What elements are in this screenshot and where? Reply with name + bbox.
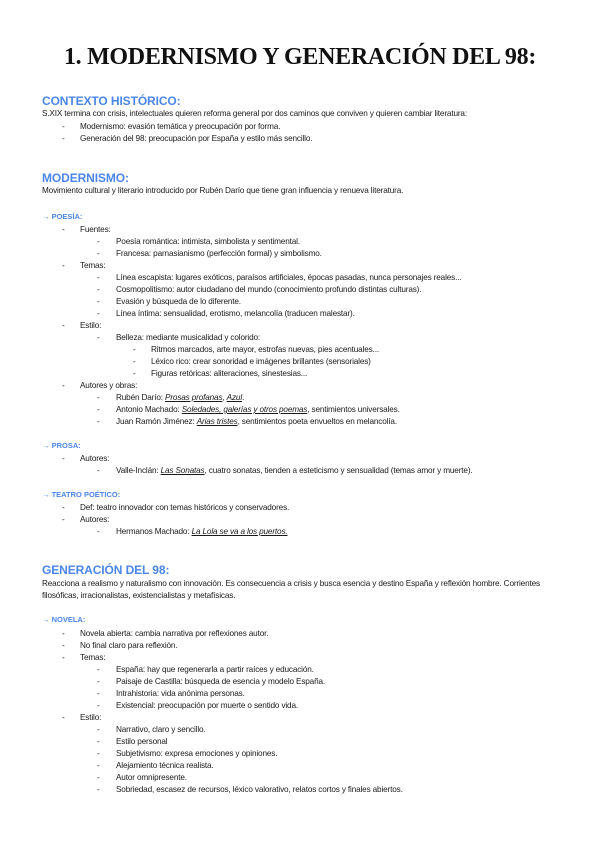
author-name: Antonio Machado: (116, 405, 182, 414)
list-item: Figuras retóricas: aliteraciones, sinestesias... (151, 369, 308, 378)
bullet-dash: - (97, 689, 100, 698)
bullet-dash: - (97, 773, 100, 782)
author-name: Hermanos Machado: (116, 527, 192, 536)
list-item: Cosmopolitismo: autor ciudadano del mundo (conocimiento profundo distintas culturas). (116, 285, 422, 294)
list-item-author (116, 465, 473, 476)
list-item-label: Estilo: (80, 713, 102, 722)
list-item: Francesa: parnasianismo (perfección formal) y simbolismo. (116, 249, 322, 258)
bullet-dash: - (62, 122, 65, 131)
generacion-intro: Reacciona a realismo y naturalismo con innovación. Es consecuencia a crisis y busca esencia y destino España y reflexión hombre. Corrientes filosóficas, irracionalistas, existencialistas y metafísicas. (42, 579, 540, 600)
bullet-dash: - (62, 261, 65, 270)
punctuation: . (241, 393, 245, 402)
subsection-heading-prosa: → PROSA: (42, 441, 81, 450)
list-item-label: Autores: (80, 454, 110, 463)
bullet-dash: - (97, 417, 100, 426)
list-item: Paisaje de Castilla: búsqueda de esencia y modelo España. (116, 677, 326, 686)
list-item: Existencial: preocupación por muerte o sentido vida. (116, 701, 298, 710)
bullet-dash: - (97, 466, 100, 475)
list-item-author (116, 392, 244, 403)
author-name: Rubén Darío: (116, 393, 166, 402)
list-item: Línea escapista: lugares exóticos, paraísos artificiales, épocas pasadas, nunca personajes reales... (116, 273, 462, 282)
list-item-label: Temas: (80, 261, 106, 270)
bullet-dash: - (97, 749, 100, 758)
bullet-dash: - (97, 677, 100, 686)
list-item: Narrativo, claro y sencillo. (116, 725, 206, 734)
subsection-heading-teatro: → TEATRO POÉTICO: (42, 490, 121, 499)
bullet-dash: - (97, 333, 100, 342)
author-description: , sentimientos poeta envueltos en melancolía. (237, 417, 397, 426)
list-item: Alejamiento técnica realista. (116, 761, 214, 770)
bullet-dash: - (97, 785, 100, 794)
author-name: Juan Ramón Jiménez: (116, 417, 197, 426)
bullet-dash: - (97, 273, 100, 282)
list-item-label: Estilo: (80, 321, 102, 330)
bullet-dash: - (133, 345, 136, 354)
list-item: Evasión y búsqueda de lo diferente. (116, 297, 241, 306)
bullet-dash: - (62, 641, 65, 650)
author-description: , cuatro sonatas, tienden a esteticismo y sensualidad (temas amor y muerte). (204, 466, 473, 475)
bullet-dash: - (62, 515, 65, 524)
bullet-dash: - (97, 761, 100, 770)
list-item: Ritmos marcados, arte mayor, estrofas nuevas, pies acentuales... (151, 345, 379, 354)
bullet-dash: - (133, 369, 136, 378)
section-heading-contexto: CONTEXTO HISTÓRICO: (42, 94, 181, 108)
bullet-dash: - (62, 503, 65, 512)
bullet-dash: - (62, 381, 65, 390)
list-item: Modernismo: evasión temática y preocupación por forma. (80, 122, 281, 131)
list-item: Autor omnipresente. (116, 773, 187, 782)
list-item: Belleza: mediante musicalidad y colorido: (116, 333, 261, 342)
author-description: , sentimientos universales. (307, 405, 400, 414)
list-item: Novela abierta: cambia narrativa por reflexiones autor. (80, 629, 269, 638)
bullet-dash: - (97, 737, 100, 746)
list-item: Poesía romántica: intimista, simbolista y sentimental. (116, 237, 300, 246)
work-title: Las Sonatas (160, 466, 205, 475)
bullet-dash: - (97, 237, 100, 246)
list-item: Intrahistoria: vida anónima personas. (116, 689, 245, 698)
list-item-label: Fuentes: (80, 225, 111, 234)
bullet-dash: - (62, 653, 65, 662)
subsection-heading-novela: → NOVELA: (42, 615, 86, 624)
section-heading-modernismo: MODERNISMO: (42, 171, 129, 185)
author-name: Valle-Inclán: (116, 466, 161, 475)
page-title: 1. MODERNISMO Y GENERACIÓN DEL 98: (63, 44, 537, 70)
list-item: Def: teatro innovador con temas históricos y conservadores. (80, 503, 290, 512)
bullet-dash: - (62, 454, 65, 463)
list-item: Línea íntima: sensualidad, erotismo, melancolía (traducen malestar). (116, 309, 355, 318)
bullet-dash: - (62, 321, 65, 330)
list-item-author (116, 416, 397, 427)
list-item-label: Autores y obras: (80, 381, 138, 390)
bullet-dash: - (62, 629, 65, 638)
work-title: Arias tristes (196, 417, 238, 426)
section-heading-generacion: GENERACIÓN DEL 98: (42, 563, 170, 577)
work-title: Azul (226, 393, 242, 402)
contexto-intro: S.XIX termina con crisis, intelectuales quieren reforma general por dos caminos que conviven y quieren cambiar literatura: (42, 109, 467, 118)
bullet-dash: - (97, 701, 100, 710)
list-item-author (116, 404, 400, 415)
list-item: Sobriedad, escasez de recursos, léxico valorativo, relatos cortos y finales abiertos. (116, 785, 403, 794)
bullet-dash: - (133, 357, 136, 366)
bullet-dash: - (97, 405, 100, 414)
bullet-dash: - (97, 285, 100, 294)
work-title: Soledades, galerías y otros poemas (181, 405, 308, 414)
bullet-dash: - (97, 665, 100, 674)
bullet-dash: - (62, 225, 65, 234)
work-title: Prosas profanas (165, 393, 223, 402)
list-item: Subjetivismo: expresa emociones y opiniones. (116, 749, 278, 758)
bullet-dash: - (97, 309, 100, 318)
bullet-dash: - (97, 249, 100, 258)
separator: , (222, 393, 227, 402)
list-item-label: Autores: (80, 515, 110, 524)
list-item-author (116, 526, 288, 537)
bullet-dash: - (62, 713, 65, 722)
subsection-heading-poesia: → POESÍA: (42, 212, 83, 221)
work-title: La Lola se va a los puertos. (191, 527, 288, 536)
bullet-dash: - (97, 393, 100, 402)
modernismo-intro: Movimiento cultural y literario introducido por Rubén Darío que tiene gran influencia y renueva literatura. (42, 186, 404, 195)
list-item: Léxico rico: crear sonoridad e imágenes brillantes (sensoriales) (151, 357, 371, 366)
list-item: No final claro para reflexión. (80, 641, 178, 650)
list-item-label: Temas: (80, 653, 106, 662)
bullet-dash: - (97, 527, 100, 536)
list-item: Estilo personal (116, 737, 168, 746)
list-item: España: hay que regenerarla a partir raíces y educación. (116, 665, 314, 674)
bullet-dash: - (62, 134, 65, 143)
bullet-dash: - (97, 297, 100, 306)
list-item: Generación del 98: preocupación por España y estilo más sencillo. (80, 134, 313, 143)
bullet-dash: - (97, 725, 100, 734)
